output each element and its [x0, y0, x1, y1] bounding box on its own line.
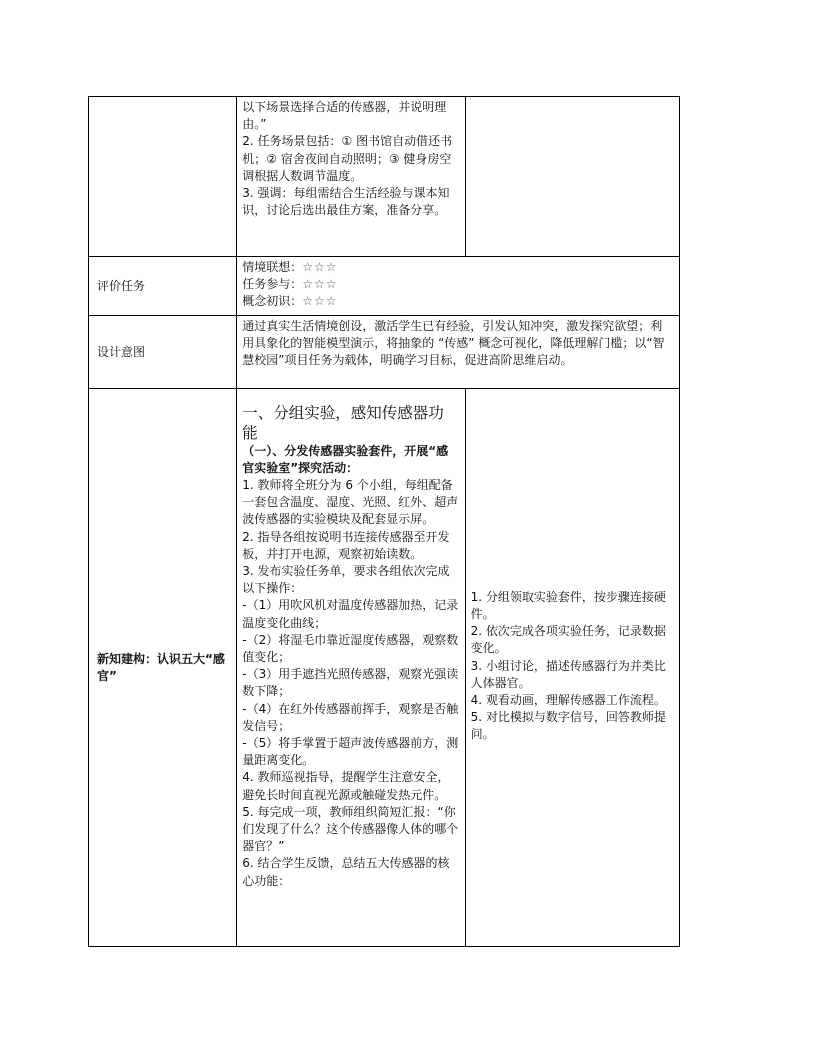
label-cell-empty	[89, 97, 237, 257]
design-intent-label: 设计意图	[89, 315, 237, 388]
section-title: 一、分组实验，感知传感器功能	[242, 403, 444, 442]
evaluation-item-name: 情境联想：	[242, 260, 303, 274]
row-task-continuation	[89, 97, 680, 257]
row-evaluation	[89, 257, 680, 316]
row-design-intent	[89, 315, 680, 388]
lesson-plan-table	[88, 96, 680, 947]
task-line: 以下场景选择合适的传感器，并说明理由。”	[242, 100, 447, 132]
teacher-step: 6. 结合学生反馈，总结五大传感器的核心功能：	[242, 856, 450, 888]
student-step: 1. 分组领取实验套件，按步骤连接硬件。	[470, 589, 666, 621]
teacher-step: -（1）用吹风机对温度传感器加热，记录温度变化曲线；	[242, 598, 459, 630]
teacher-step: -（3）用手遮挡光照传感器，观察光强读数下降；	[242, 667, 459, 699]
row-new-knowledge	[89, 388, 680, 946]
teacher-step: 2. 指导各组按说明书连接传感器至开发板，并打开电源，观察初始读数。	[242, 529, 450, 561]
student-step: 4. 观看动画，理解传感器工作流程。	[470, 692, 666, 707]
star-rating-icon: ☆☆☆	[302, 294, 338, 309]
student-activity-cell-empty	[465, 97, 679, 257]
star-rating-icon: ☆☆☆	[302, 260, 338, 274]
teacher-step: 1. 教师将全班分为 6 个小组，每组配备一套包含温度、湿度、光照、红外、超声波传感器的实验模块及配套显示屏。	[242, 478, 459, 527]
evaluation-cell	[237, 257, 680, 316]
new-knowledge-label: 新知建构：认识五大“感官”	[89, 388, 237, 946]
student-activity-cell	[465, 388, 679, 946]
evaluation-item	[242, 276, 673, 293]
task-description-cell	[237, 97, 465, 257]
evaluation-item	[242, 259, 673, 276]
teacher-step: -（2）将湿毛巾靠近湿度传感器，观察数值变化；	[242, 632, 459, 665]
student-step: 5. 对比模拟与数字信号，回答教师提问。	[470, 710, 666, 742]
sub-title: （一）、分发传感器实验套件，开展“感官实验室”探究活动：	[242, 443, 449, 475]
star-rating-icon: ☆☆☆	[302, 277, 338, 292]
student-step: 3. 小组讨论，描述传感器行为并类比人体器官。	[470, 658, 666, 690]
design-intent-text: 通过真实生活情境创设，激活学生已有经验，引发认知冲突，激发探究欲望；利用具象化的智能模型演示，将抽象的 “传感” 概念可视化，降低理解门槛；以“智慧校园”项目任务为载体，明确学习目标，促进高阶思维启动。	[242, 318, 665, 368]
teacher-step: 3. 发布实验任务单，要求各组依次完成以下操作：	[242, 564, 450, 596]
task-line: 2. 任务场景包括：① 图书馆自动借还书机；② 宿舍夜间自动照明；③ 健身房空调根据人数调节温度。	[242, 134, 453, 183]
task-line: 3. 强调：每组需结合生活经验与课本知识，讨论后选出最佳方案，准备分享。	[242, 186, 450, 218]
teacher-step: 4. 教师巡视指导，提醒学生注意安全，避免长时间直视光源或触碰发热元件。	[242, 770, 450, 802]
teacher-step: -（5）将手掌置于超声波传感器前方，测量距离变化。	[242, 736, 459, 768]
evaluation-item	[242, 293, 673, 310]
teacher-activity-cell	[237, 388, 465, 946]
teacher-step: 5. 每完成一项，教师组织简短汇报：“你们发现了什么？这个传感器像人体的哪个器官？”	[242, 804, 459, 854]
design-intent-cell	[237, 315, 680, 388]
teacher-step: -（4）在红外传感器前挥手，观察是否触发信号；	[242, 701, 459, 733]
student-step: 2. 依次完成各项实验任务，记录数据变化。	[470, 624, 666, 656]
evaluation-item-name: 任务参与：	[242, 277, 303, 292]
evaluation-label: 评价任务	[89, 257, 237, 316]
evaluation-item-name: 概念初识：	[242, 294, 303, 309]
